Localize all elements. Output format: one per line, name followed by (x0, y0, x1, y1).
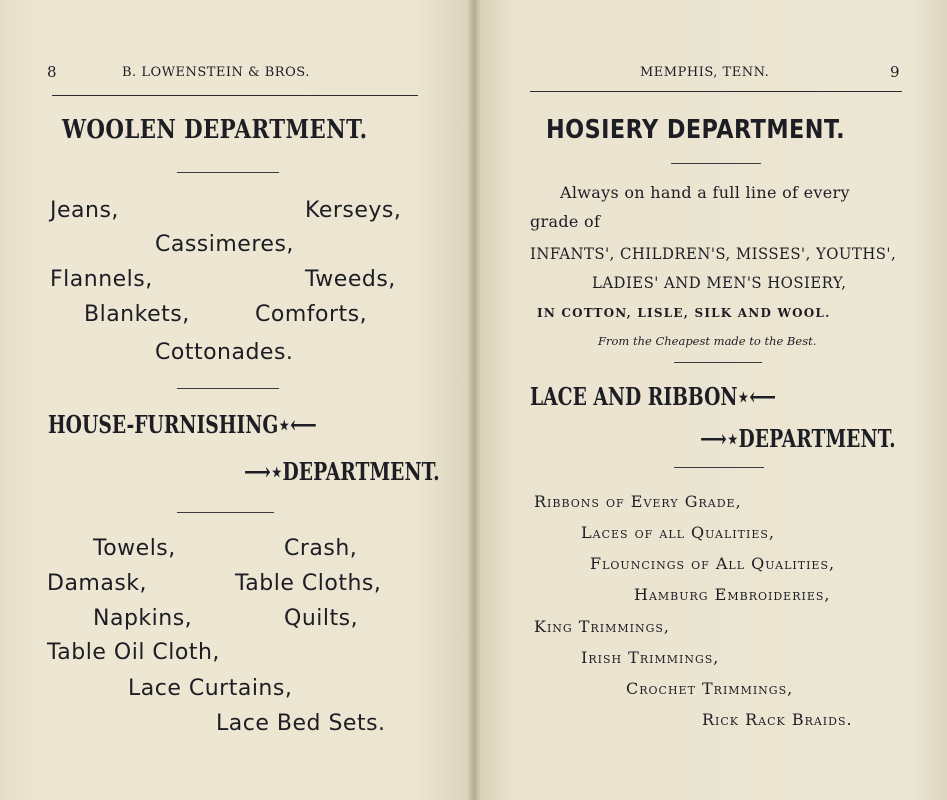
list-item: Towels, (93, 536, 176, 561)
list-item: Comforts, (255, 302, 368, 327)
list-item: Flouncings of All Qualities, (590, 554, 836, 573)
house-furnishing-subtitle (244, 457, 440, 486)
list-item: Laces of all Qualities, (581, 523, 775, 542)
ornament-icon: ⟶⋆ (700, 424, 739, 453)
house-furnishing-title (48, 410, 317, 439)
list-item: Damask, (47, 571, 148, 596)
page-number: 9 (890, 63, 900, 81)
lace-ribbon-subtitle (700, 424, 896, 453)
hosiery-materials: IN COTTON, LISLE, SILK AND WOOL. (537, 306, 831, 320)
section-rule (674, 467, 764, 468)
list-item: Table Oil Cloth, (47, 640, 220, 665)
hosiery-tagline: From the Cheapest made to the Best. (598, 334, 817, 348)
list-item: Tweeds, (305, 267, 396, 292)
list-item: Jeans, (50, 198, 119, 223)
ornament-icon: ⋆⟵ (278, 410, 317, 439)
section-rule (177, 512, 274, 513)
list-item: Lace Curtains, (128, 676, 293, 701)
list-item: Table Cloths, (235, 571, 382, 596)
running-head: MEMPHIS, TENN. (640, 65, 770, 80)
list-item: Irish Trimmings, (581, 648, 720, 667)
hosiery-department-title: HOSIERY DEPARTMENT. (546, 115, 846, 145)
list-item: Ribbons of Every Grade, (534, 492, 742, 511)
list-item: Crochet Trimmings, (626, 679, 794, 698)
list-item: King Trimmings, (534, 617, 671, 636)
list-item: Blankets, (84, 302, 190, 327)
hosiery-caps-line: INFANTS', CHILDREN'S, MISSES', YOUTHS', (530, 244, 897, 263)
section-rule (177, 388, 279, 389)
list-item: Cassimeres, (155, 232, 294, 257)
hosiery-paragraph-line: grade of (530, 212, 601, 231)
title-text: DEPARTMENT. (738, 424, 896, 453)
hosiery-paragraph-line: Always on hand a full line of every (560, 183, 850, 202)
running-head: B. LOWENSTEIN & BROS. (122, 65, 310, 80)
page-number: 8 (47, 63, 57, 81)
title-text: LACE AND RIBBON (530, 382, 738, 411)
section-rule (674, 362, 762, 363)
list-item: Kerseys, (305, 198, 402, 223)
list-item: Crash, (284, 536, 358, 561)
binding-gutter (467, 0, 481, 800)
list-item: Cottonades. (155, 340, 294, 365)
list-item: Lace Bed Sets. (216, 711, 386, 736)
list-item: Napkins, (93, 606, 193, 631)
header-rule (52, 95, 418, 96)
right-page (474, 0, 947, 800)
list-item: Hamburg Embroideries, (634, 585, 831, 604)
hosiery-caps-line: LADIES' AND MEN'S HOSIERY, (592, 273, 847, 292)
section-rule (671, 163, 761, 164)
header-rule (530, 91, 902, 92)
list-item: Quilts, (284, 606, 359, 631)
list-item: Rick Rack Braids. (702, 710, 853, 729)
ornament-icon: ⟶⋆ (244, 457, 283, 486)
lace-ribbon-title (530, 382, 776, 411)
title-text: HOUSE-FURNISHING (48, 410, 279, 439)
woolen-department-title: WOOLEN DEPARTMENT. (62, 115, 368, 145)
list-item: Flannels, (50, 267, 153, 292)
ornament-icon: ⋆⟵ (737, 382, 777, 411)
section-rule (177, 172, 279, 173)
title-text: DEPARTMENT. (282, 457, 440, 486)
